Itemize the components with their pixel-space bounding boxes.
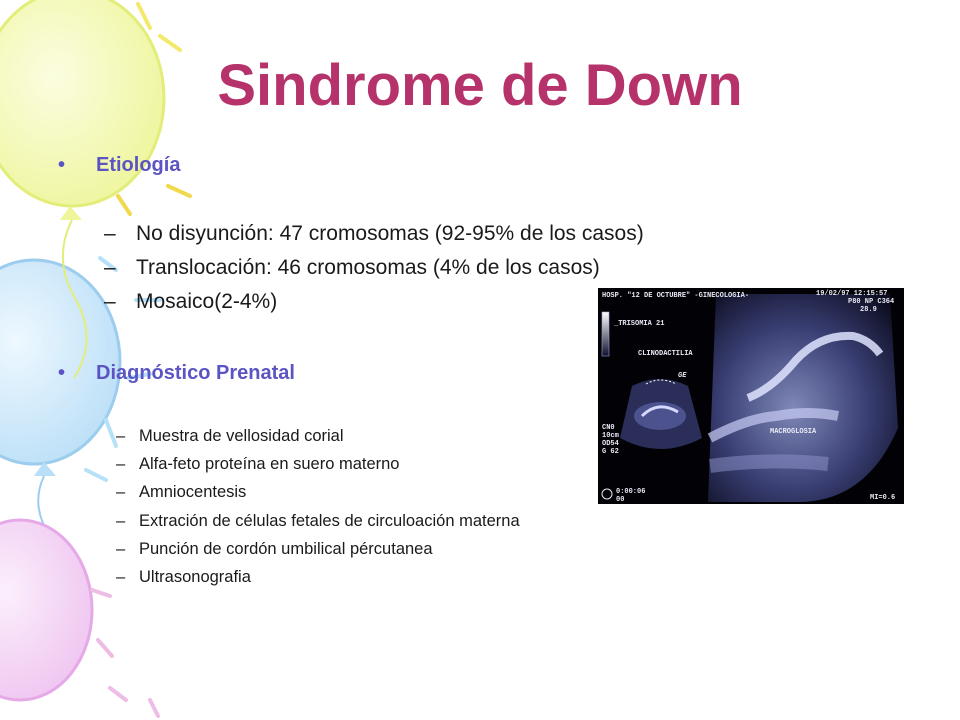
dash-icon: –: [104, 256, 116, 279]
mi-label: MI=0.6: [870, 494, 896, 502]
dash-icon: –: [116, 455, 126, 473]
slide-title: Sindrome de Down: [217, 53, 743, 118]
balloon-pink-icon: [0, 520, 92, 700]
bullet-icon: •: [58, 362, 66, 384]
dash-icon: –: [116, 483, 126, 501]
trisomia-label: _TRISOMIA 21: [614, 320, 665, 328]
clinodactilia-label: CLINODACTILIA: [638, 350, 693, 358]
ge-label: GE: [678, 372, 687, 380]
params-label: CN0 10cm OD54 G 62: [602, 424, 619, 456]
hospital-label: HOSP. "12 DE OCTUBRE" -GINECOLOGIA-: [602, 292, 750, 300]
settings-value: 28.9: [860, 306, 877, 314]
timer-label: 0:00:06 00: [616, 488, 646, 504]
dash-icon: –: [104, 290, 116, 313]
dash-icon: –: [116, 540, 126, 558]
ultrasound-image: [598, 288, 904, 504]
bullet-icon: •: [58, 154, 66, 176]
macroglosia-label: MACROGLOSIA: [770, 428, 817, 436]
dash-icon: –: [116, 427, 126, 445]
dash-icon: –: [104, 222, 116, 245]
settings-label: P80 NP C364: [848, 298, 895, 306]
dash-icon: –: [116, 512, 126, 530]
dash-icon: –: [116, 568, 126, 586]
date-label: 19/02/97 12:15:57: [816, 290, 888, 298]
